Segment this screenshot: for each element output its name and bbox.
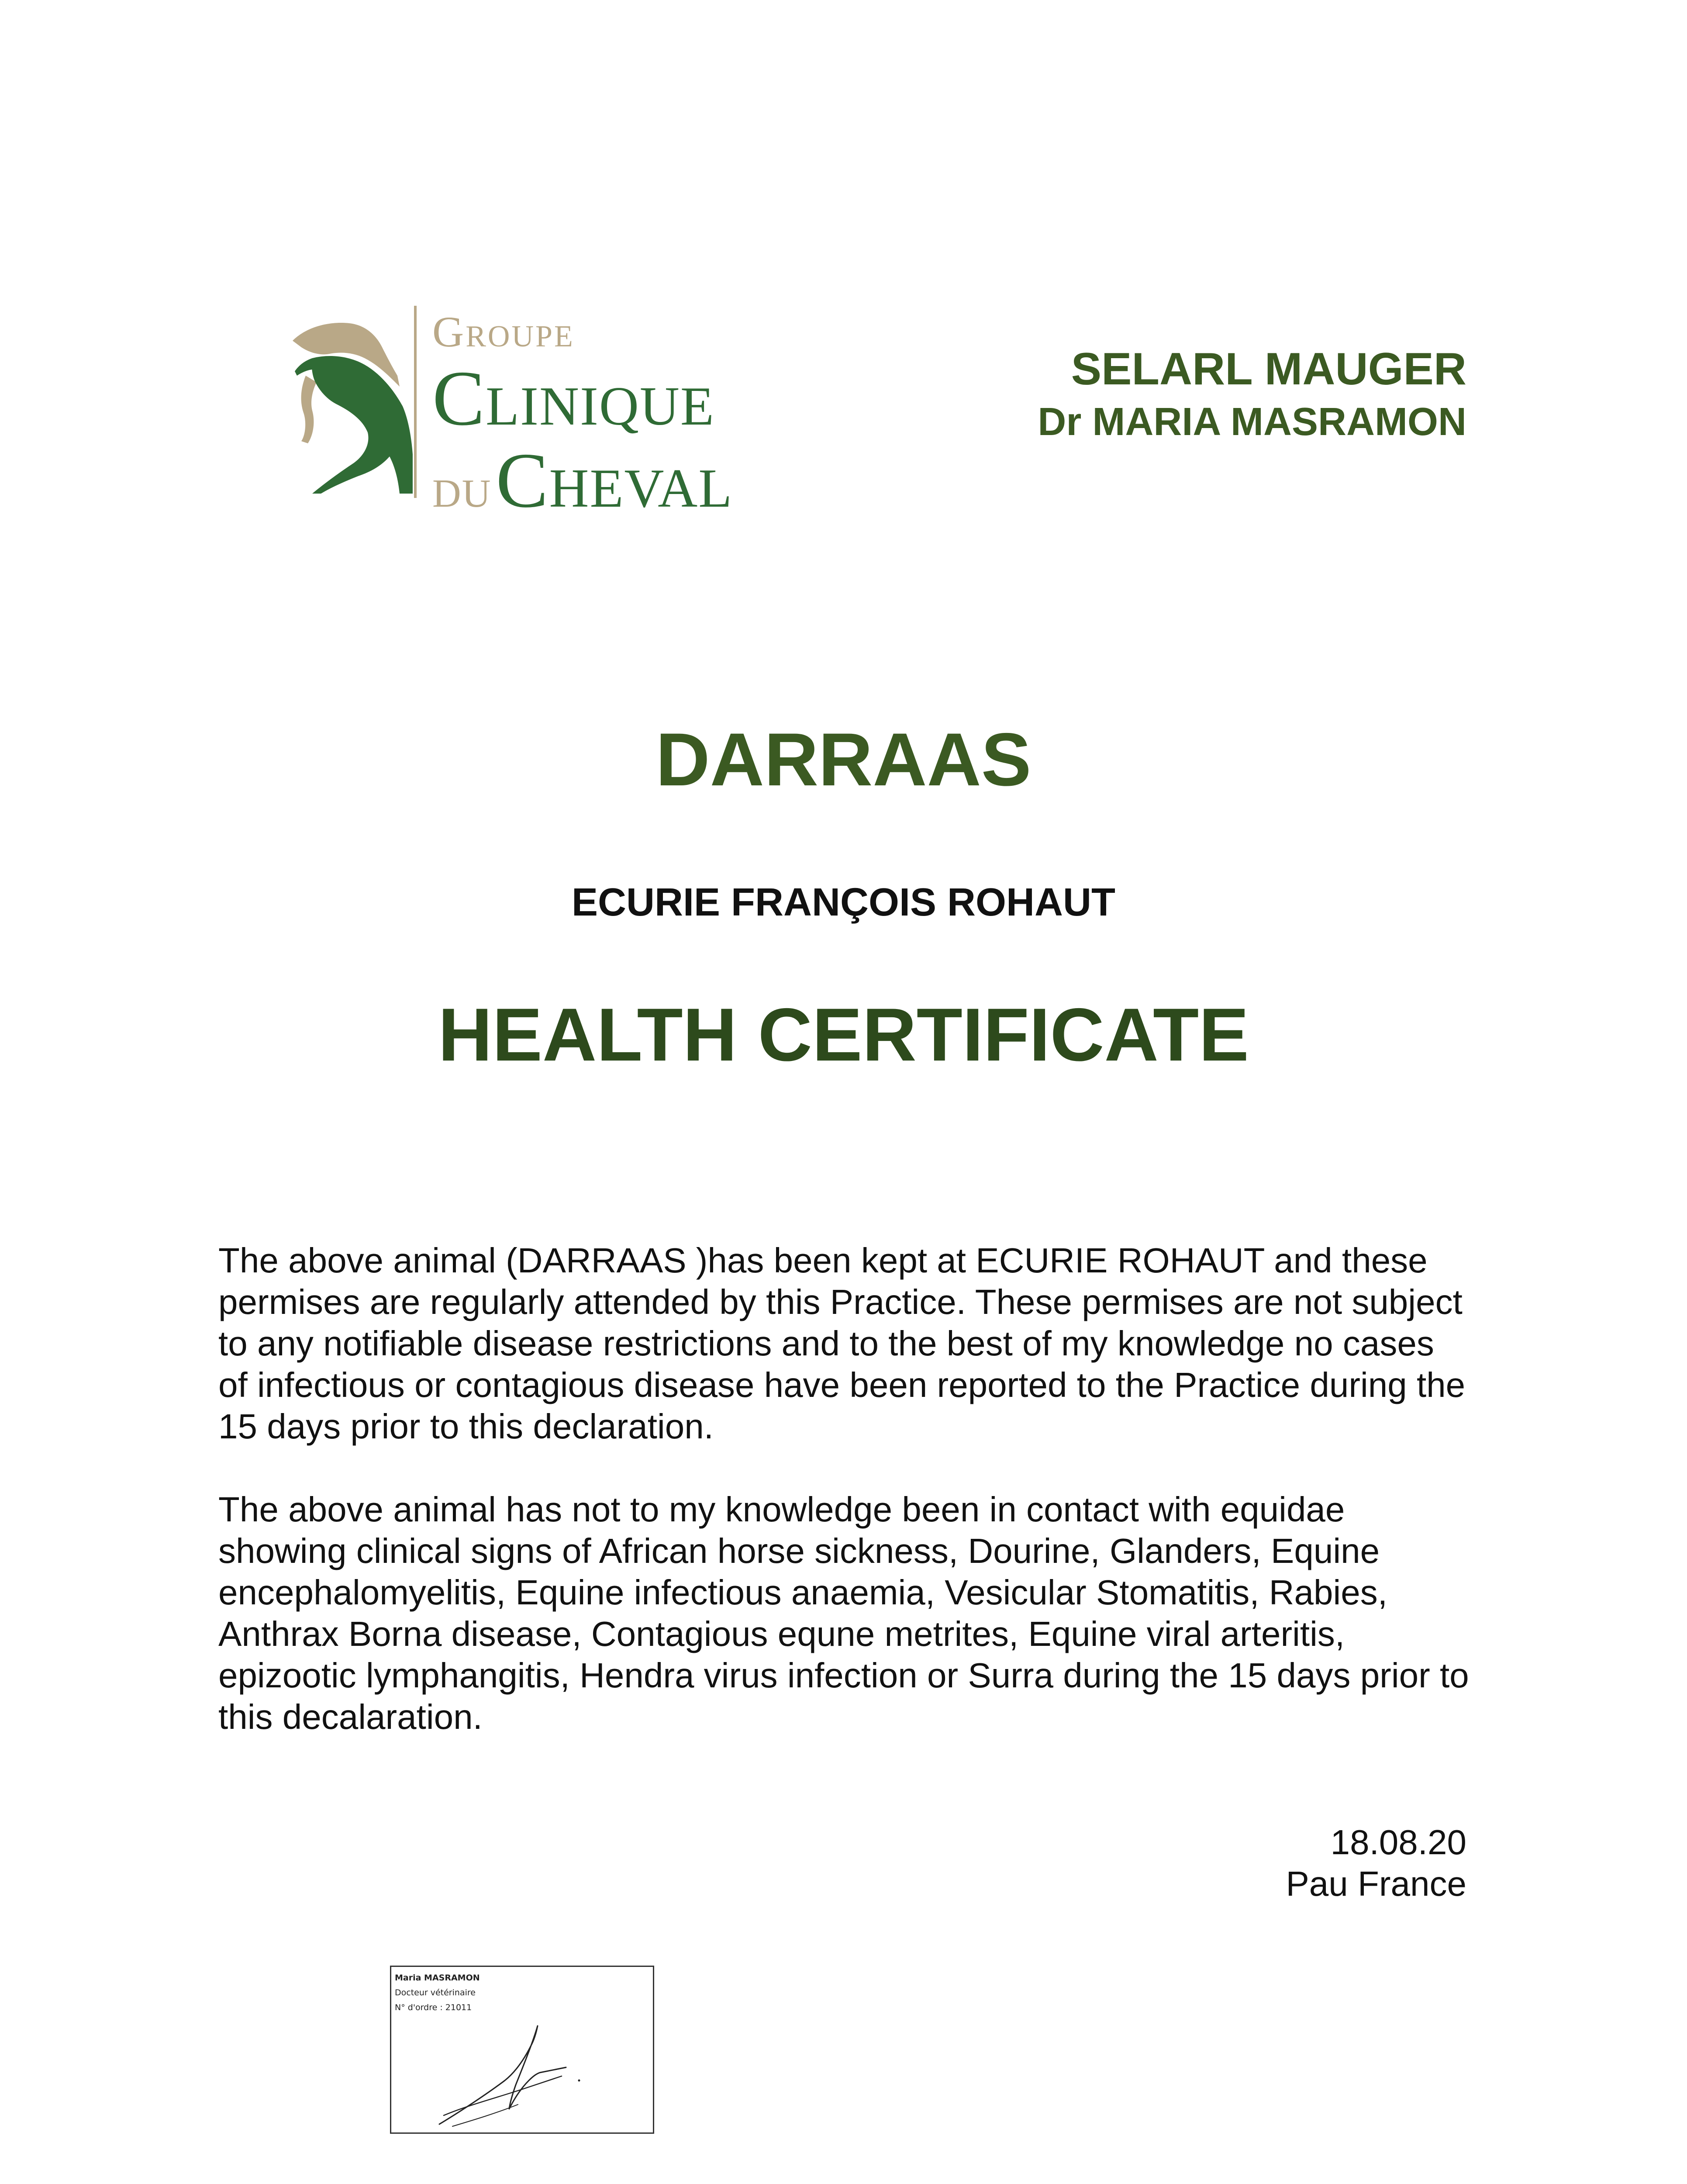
body-paragraph-1: The above animal (DARRAAS )has been kept at ECURIE ROHAUT and these permises are regularly attended by this Practice. These permises are not subject to any notifiable disease restrictions and to the best of my knowledge no cases of infectious or contagious disease have been reported to the Practice during the 15 days prior to this declaration. bbox=[218, 1241, 1466, 1446]
logo-line-groupe: Groupe bbox=[432, 308, 575, 356]
logo-cheval: Cheval bbox=[496, 437, 733, 524]
logo-du: du bbox=[432, 456, 492, 519]
body-paragraph-2: The above animal has not to my knowledge been in contact with equidae showing clinical signs of African horse sickness, Dourine, Glanders, Equine encephalomyelitis, Equine infectious anaemia, Vesicular Stomatitis, Rabies, Anthrax Borna disease, Contagious equne metrites, Equine viral arteritis, epizootic lymphangitis, Hendra virus infection or Surra during the 15 days prior to this decalaration. bbox=[218, 1490, 1469, 1736]
signature-icon bbox=[435, 2015, 592, 2133]
logo-divider bbox=[414, 306, 417, 498]
stamp-order-number: N° d'ordre : 21011 bbox=[395, 2003, 472, 2012]
certificate-place: Pau France bbox=[1286, 1864, 1466, 1903]
stamp-text bbox=[395, 1970, 480, 2015]
certificate-date: 18.08.20 bbox=[1330, 1823, 1466, 1862]
logo-wordmark bbox=[432, 308, 733, 524]
veterinarian-stamp bbox=[390, 1966, 654, 2134]
horse-icon bbox=[288, 310, 415, 494]
certificate-title: HEALTH CERTIFICATE bbox=[438, 993, 1249, 1077]
certificate-body bbox=[218, 1240, 1472, 1779]
stamp-vet-role: Docteur vétérinaire bbox=[395, 1988, 476, 1997]
doctor-name: Dr MARIA MASRAMON bbox=[1038, 400, 1466, 444]
practice-info bbox=[1038, 341, 1466, 447]
animal-name-heading: DARRAAS bbox=[655, 718, 1032, 802]
clinic-logo bbox=[279, 301, 804, 524]
stamp-vet-name: Maria MASRAMON bbox=[395, 1973, 480, 1983]
stable-name-heading: ECURIE FRANÇOIS ROHAUT bbox=[571, 881, 1115, 924]
logo-line-clinique: Clinique bbox=[432, 355, 715, 442]
practice-name: SELARL MAUGER bbox=[1071, 344, 1466, 394]
logo-line-cheval bbox=[432, 437, 733, 524]
date-place-block bbox=[1286, 1821, 1466, 1904]
